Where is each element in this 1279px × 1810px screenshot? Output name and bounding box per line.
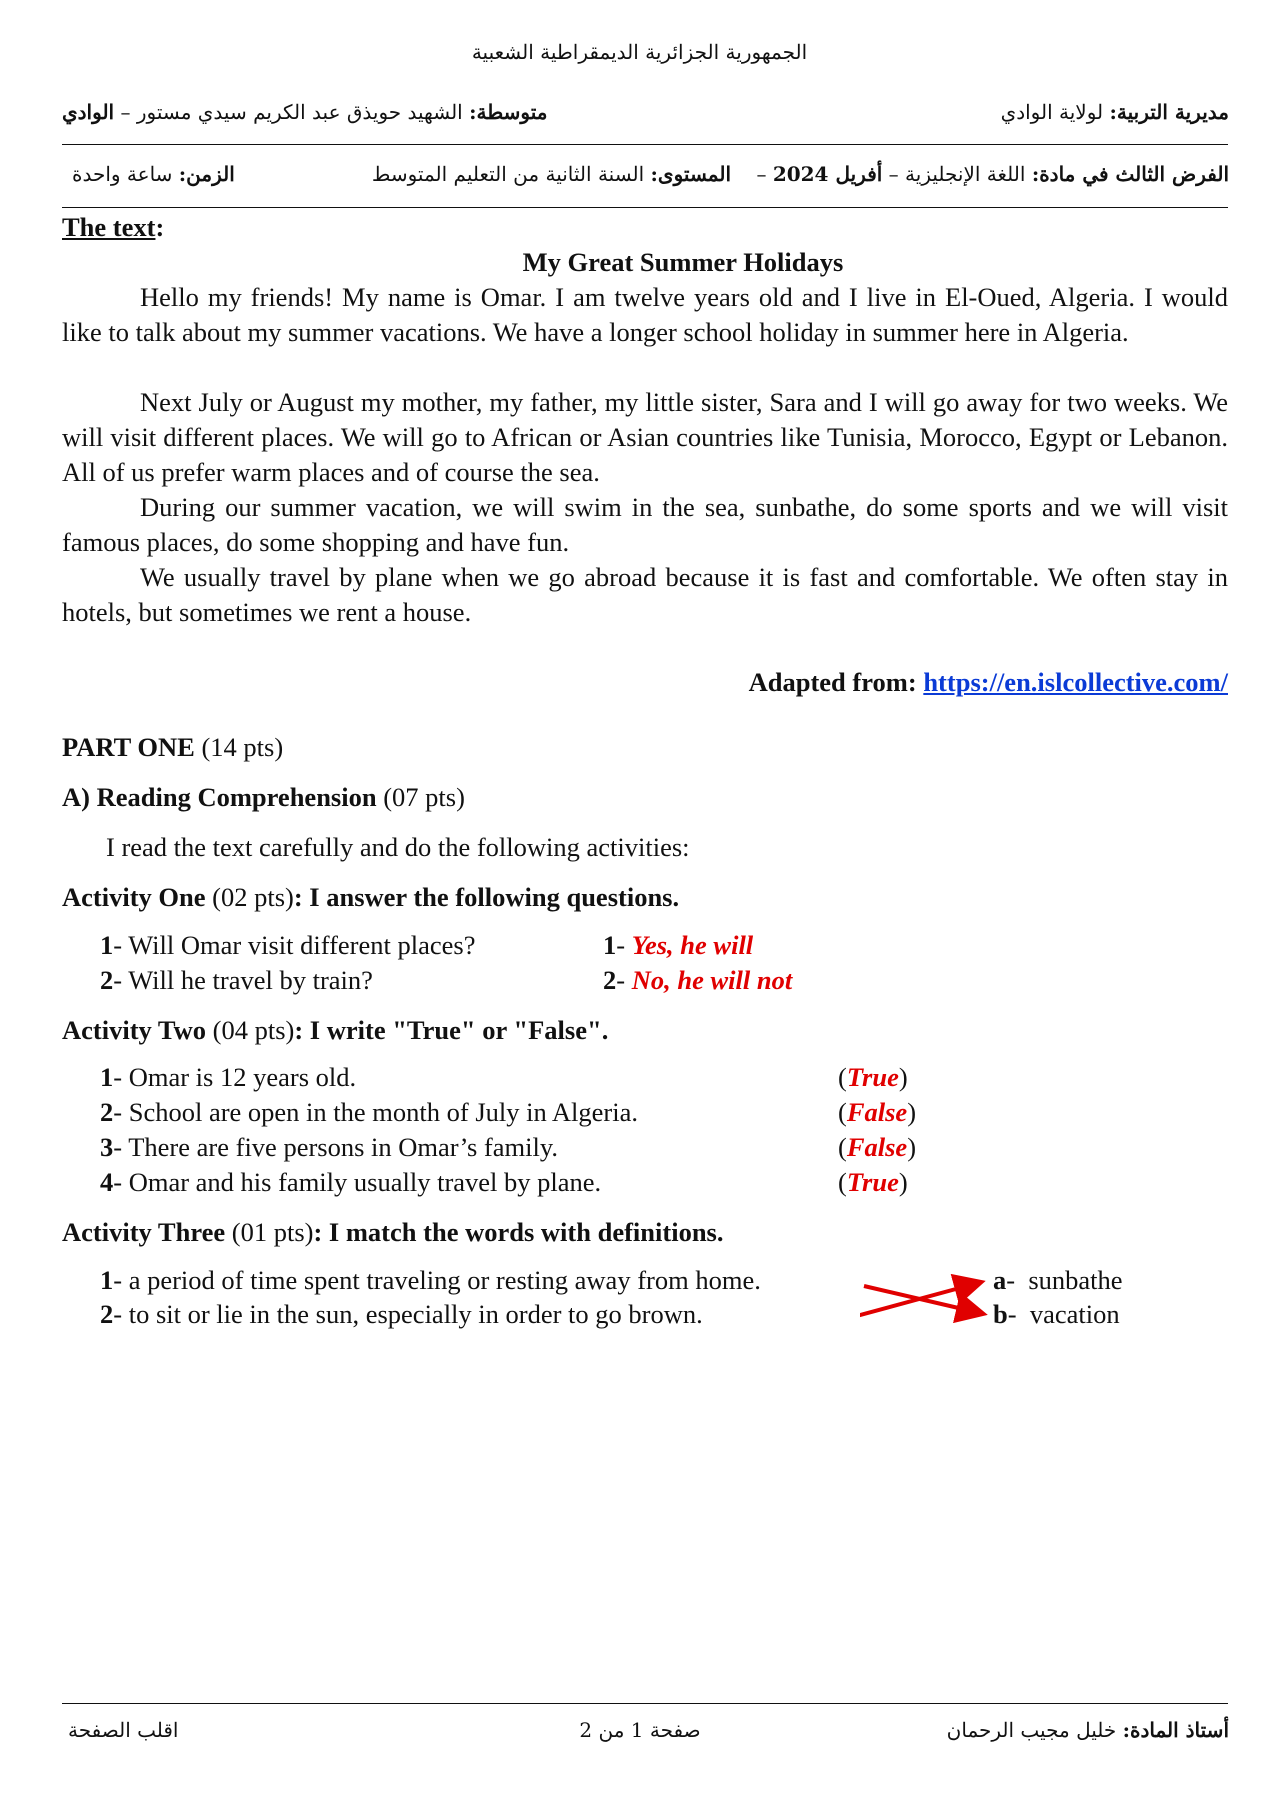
paragraph-4: We usually travel by plane when we go abroad because it is fast and comfortable. We often stay in hotels, but sometimes we rent a house.: [62, 562, 1228, 627]
footer-divider: [62, 1703, 1228, 1704]
question-number: 1: [100, 930, 114, 960]
level-label: المستوى:: [650, 162, 732, 186]
tf-number: 1: [100, 1062, 114, 1092]
directorate-value: لولاية الوادي: [1000, 100, 1104, 124]
answer-text: Yes, he will: [631, 930, 754, 960]
tf-answer-value: True: [846, 1167, 899, 1197]
teacher-credit: [947, 1718, 1229, 1742]
definition-text: a period of time spent traveling or resting away from home.: [128, 1265, 761, 1295]
definition-item: 2- to sit or lie in the sun, especially in order to go brown.: [100, 1299, 703, 1329]
part-one-label: PART ONE: [62, 732, 195, 762]
level-value: السنة الثانية من التعليم المتوسط: [371, 162, 645, 186]
part-one-points: (14 pts): [201, 732, 284, 762]
time-info: [72, 162, 235, 186]
tf-item: 1- Omar is 12 years old.: [100, 1062, 357, 1092]
activity-two-points: (04 pts): [212, 1015, 295, 1045]
tf-item: 3- There are five persons in Omar’s family.: [100, 1132, 558, 1162]
paragraph-2: Next July or August my mother, my father, my little sister, Sara and I will go away for two weeks. We will visit different places. We will go to African or Asian countries like Tunisia, Morocco, Egypt or Lebanon. All of us prefer warm places and of course the sea.: [62, 387, 1228, 487]
tf-statement: Omar and his family usually travel by plane.: [128, 1167, 602, 1197]
school: [62, 100, 547, 124]
page-number: صفحة 1 من 2: [579, 1718, 701, 1742]
answer-text: No, he will not: [631, 965, 793, 995]
tf-answer-value: False: [846, 1132, 908, 1162]
definition-item: 1- a period of time spent traveling or resting away from home.: [100, 1265, 761, 1295]
question-text: Will Omar visit different places?: [128, 930, 476, 960]
activity-three-label: Activity Three: [62, 1217, 226, 1247]
tf-answer: (False): [838, 1097, 917, 1127]
source-link[interactable]: https://en.islcollective.com/: [923, 667, 1228, 697]
activity-three-points: (01 pts): [231, 1217, 314, 1247]
word-item: a- sunbathe: [993, 1265, 1123, 1295]
word-letter: b: [993, 1299, 1008, 1329]
exam-date: أفريل 2024: [772, 162, 883, 186]
header-divider-bottom: [62, 207, 1228, 208]
activity-two-heading: [62, 1013, 608, 1048]
time-label: الزمن:: [178, 162, 235, 186]
tf-answer: (True): [838, 1167, 908, 1197]
exam-subject: اللغة الإنجليزية –: [888, 162, 1026, 186]
question-row: 2- Will he travel by train?: [100, 965, 373, 995]
school-city: الوادي: [62, 100, 115, 124]
answer-row: 2- No, he will not: [603, 965, 793, 995]
tf-statement: There are five persons in Omar’s family.: [128, 1132, 558, 1162]
directorate-label: مديرية التربية:: [1109, 100, 1229, 124]
directorate: [1001, 100, 1229, 124]
section-a-points: (07 pts): [383, 782, 465, 812]
tf-item: 4- Omar and his family usually travel by plane.: [100, 1167, 602, 1197]
activity-three-task: : I match the words with definitions.: [313, 1217, 724, 1247]
tf-answer: (False): [838, 1132, 917, 1162]
tf-item: 2- School are open in the month of July in Algeria.: [100, 1097, 638, 1127]
answer-number: 1: [603, 930, 617, 960]
tf-answer-value: False: [846, 1097, 908, 1127]
source-credit: [749, 665, 1228, 700]
tf-number: 2: [100, 1097, 114, 1127]
time-value: ساعة واحدة: [72, 162, 173, 186]
question-text: Will he travel by train?: [128, 965, 373, 995]
word-text: vacation: [1029, 1299, 1120, 1329]
activity-one-task: : I answer the following questions.: [293, 882, 680, 912]
text-label: The text: [62, 212, 156, 242]
text-title: My Great Summer Holidays: [522, 247, 844, 277]
activity-one-label: Activity One: [62, 882, 206, 912]
part-one-heading: [62, 730, 283, 765]
section-a-heading: [62, 780, 465, 815]
tf-number: 3: [100, 1132, 114, 1162]
republic-title: الجمهورية الجزائرية الديمقراطية الشعبية: [471, 40, 808, 64]
definition-number: 2: [100, 1299, 114, 1329]
question-number: 2: [100, 965, 114, 995]
tf-statement: Omar is 12 years old.: [128, 1062, 357, 1092]
text-label-colon: :: [155, 212, 165, 242]
section-a-label: A) Reading Comprehension: [62, 782, 377, 812]
activity-two-task: : I write "True" or "False".: [294, 1015, 609, 1045]
tf-answer-value: True: [846, 1062, 899, 1092]
answer-number: 2: [603, 965, 617, 995]
definition-text: to sit or lie in the sun, especially in order to go brown.: [128, 1299, 703, 1329]
tf-statement: School are open in the month of July in Algeria.: [128, 1097, 638, 1127]
activity-one-heading: [62, 880, 679, 915]
adapted-label: Adapted from:: [748, 667, 917, 697]
activity-two-label: Activity Two: [62, 1015, 207, 1045]
exam-dash: –: [756, 162, 767, 186]
matching-arrows: [860, 1268, 1000, 1338]
activity-three-heading: [62, 1215, 724, 1250]
school-label: متوسطة:: [469, 100, 548, 124]
tf-number: 4: [100, 1167, 114, 1197]
question-row: 1- Will Omar visit different places?: [100, 930, 476, 960]
text-section-label: [62, 210, 164, 245]
header-divider-top: [62, 144, 1228, 145]
exam-label: الفرض الثالث في مادة:: [1031, 162, 1229, 186]
word-letter: a: [993, 1265, 1007, 1295]
answer-row: 1- Yes, he will: [603, 930, 754, 960]
paragraph-3: During our summer vacation, we will swim in the sea, sunbathe, do some sports and we will visit famous places, do some shopping and have fun.: [62, 492, 1228, 557]
tf-answer: (True): [838, 1062, 908, 1092]
exam-info: [372, 162, 1229, 186]
teacher-label: أستاذ المادة:: [1122, 1718, 1229, 1742]
paragraph-1: Hello my friends! My name is Omar. I am twelve years old and I live in El-Oued, Algeria. I would like to talk about my summer vacations. We have a longer school holiday in summer here in Algeria.: [62, 282, 1228, 347]
definition-number: 1: [100, 1265, 114, 1295]
activity-one-points: (02 pts): [212, 882, 294, 912]
teacher-name: خليل مجيب الرحمان: [946, 1718, 1117, 1742]
school-value: الشهيد حويذق عبد الكريم سيدي مستور –: [120, 100, 463, 124]
word-item: b- vacation: [993, 1299, 1120, 1329]
word-text: sunbathe: [1028, 1265, 1123, 1295]
turn-page-note: اقلب الصفحة: [68, 1718, 179, 1742]
instruction: I read the text carefully and do the following activities:: [106, 832, 690, 862]
